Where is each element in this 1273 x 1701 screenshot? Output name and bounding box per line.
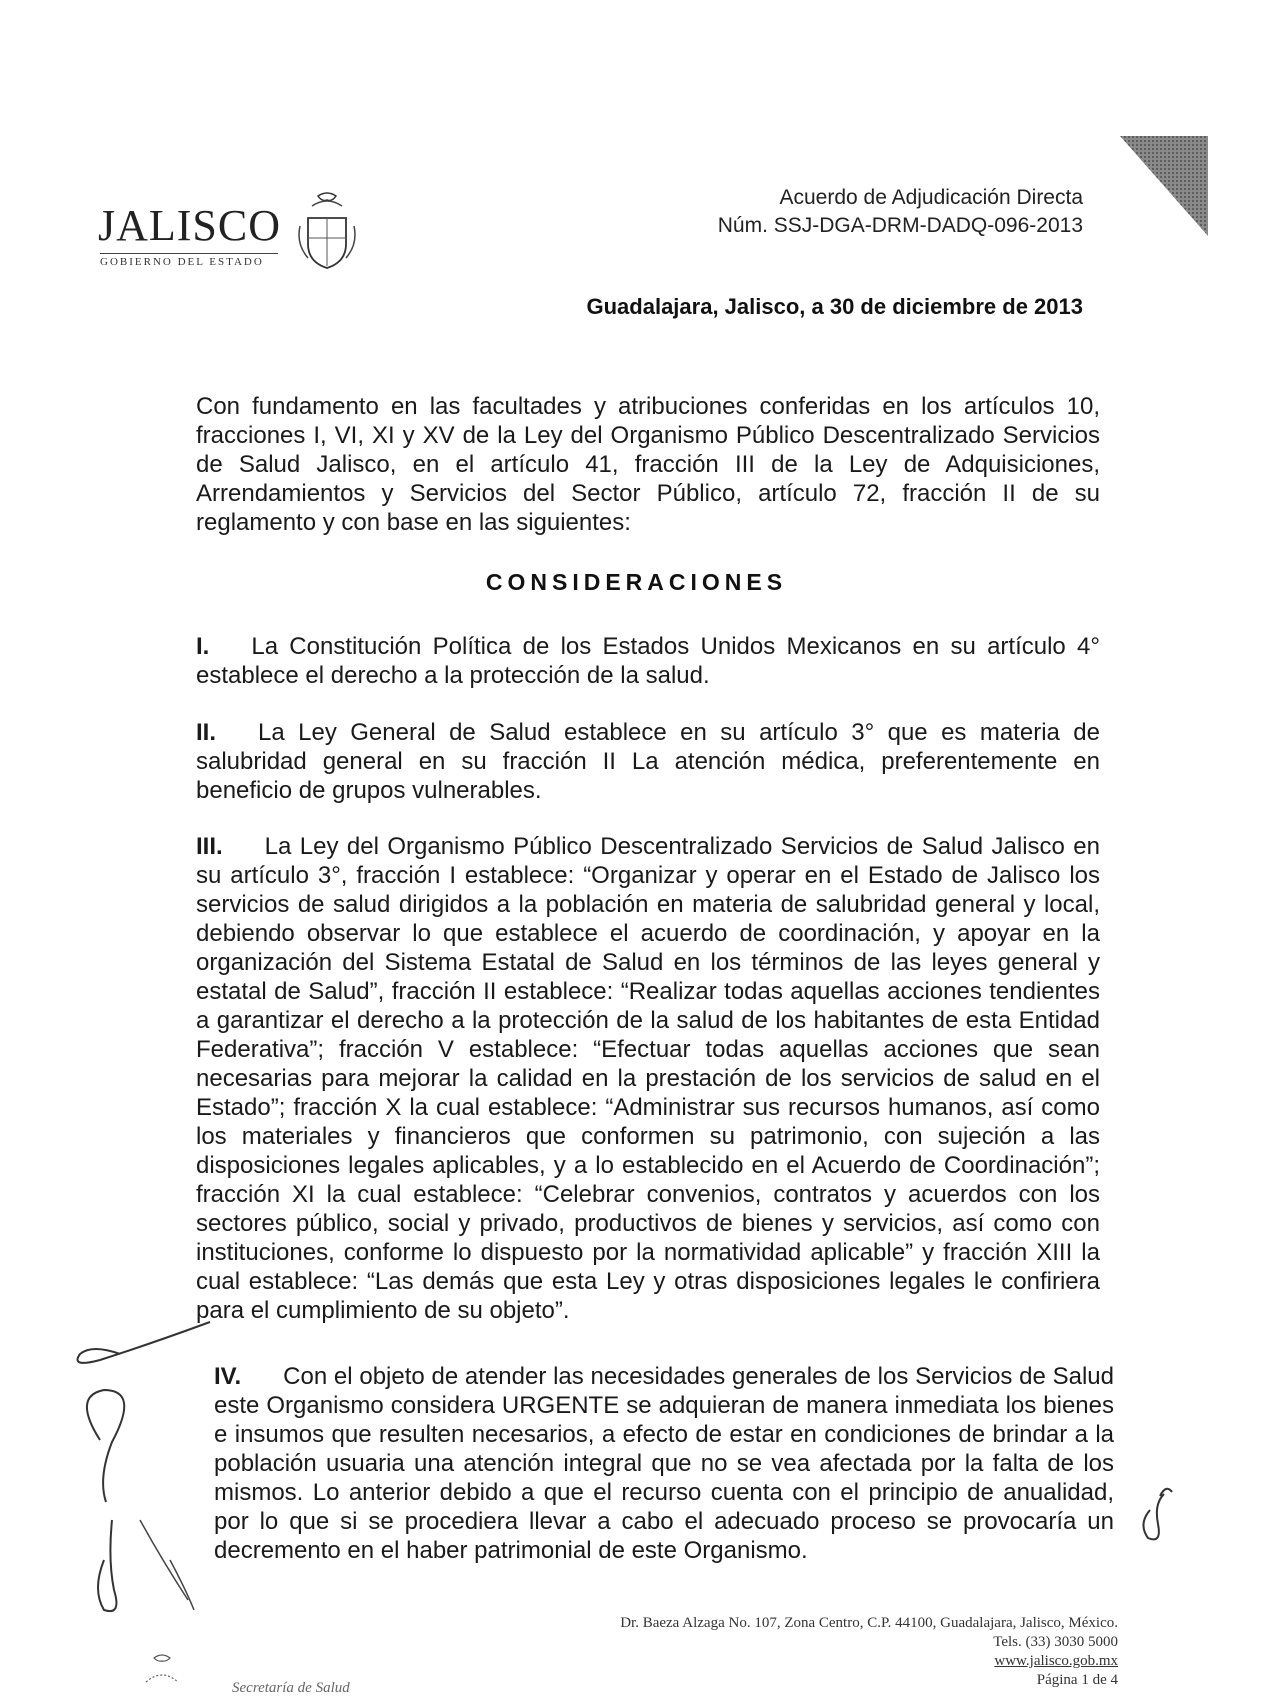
consideration-number: IV.: [214, 1363, 242, 1390]
secretaria-crest-icon: [140, 1652, 184, 1698]
footer-page: Página 1 de 4: [1036, 1672, 1118, 1688]
considerations-heading: CONSIDERACIONES: [485, 569, 788, 595]
state-crest-icon: [296, 190, 358, 274]
consideration-number: II.: [196, 719, 217, 746]
consideration-text: Con el objeto de atender las necesidades generales de los Servicios de Salud este Organismo considera URGENTE se adquieran de manera inmediata los bienes e insumos que resulten necesarios, a efecto de estar en condiciones de brindar a la población usuaria una atención integral que no se vea afectada por la falta de los mismos. Lo anterior debido a que el recurso cuenta con el principio de anualidad, por lo que si se procediera llevar a cabo el adecuado proceso se provocaría un decremento en el haber patrimonial de este Organismo.: [214, 1363, 1114, 1564]
consideration-text: La Constitución Política de los Estados Unidos Mexicanos en su artículo 4° establece el derecho a la protección de la salud.: [196, 633, 1100, 689]
consideration-item: [196, 718, 1100, 805]
consideration-item: [196, 832, 1100, 1325]
consideration-text: La Ley del Organismo Público Descentralizado Servicios de Salud Jalisco en su artículo 3°, fracción I establece: “Organizar y operar en el Estado de Jalisco los servicios de salud dirigidos a la población en materia de salubridad general y local, debiendo observar lo que establece el acuerdo de coordinación, y apoyar en la organización del Sistema Estatal de Salud en los términos de las leyes general y estatal de Salud”, fracción II establece: “Realizar todas aquellas acciones tendientes a garantizar el derecho a la protección de la salud de los habitantes de esta Entidad Federativa”; fracción V establece: “Efectuar todas aquellas acciones que sean necesarias para mejorar la calidad en la prestación de los servicios de salud en el Estado”; fracción X la cual establece: “Administrar sus recursos humanos, así como los materiales y financieros que conformen su patrimonio, con sujeción a las disposiciones legales aplicables, y a lo establecido en el Acuerdo de Coordinación”; fracción XI la cual establece: “Celebrar convenios, contratos y acuerdos con los sectores público, social y privado, productivos de bienes y servicios, así como con instituciones, conforme lo dispuesto por la normatividad aplicable” y fracción XIII la cual establece: “Las demás que esta Ley y otras disposiciones legales le confiriera para el cumplimiento de su objeto”.: [196, 833, 1100, 1324]
jalisco-logo: [98, 190, 368, 280]
intro-paragraph: Con fundamento en las facultades y atribuciones conferidas en los artículos 10, fracciones I, VI, XI y XV de la Ley del Organismo Público Descentralizado Servicios de Salud Jalisco, en el artículo 41, fracción III de la Ley de Adquisiciones, Arrendamientos y Servicios del Sector Público, artículo 72, fracción II de su reglamento y con base en las siguientes:: [196, 393, 1100, 536]
consideration-number: I.: [196, 633, 210, 660]
consideration-number: III.: [196, 833, 223, 860]
logo-wordmark: JALISCO: [98, 201, 282, 250]
agreement-number: Núm. SSJ-DGA-DRM-DADQ-096-2013: [717, 214, 1083, 237]
logo-rule: [100, 253, 278, 254]
footer-address: Dr. Baeza Alzaga No. 107, Zona Centro, C.P. 44100, Guadalajara, Jalisco, México.: [620, 1615, 1118, 1631]
corner-mark-icon: [1120, 136, 1208, 236]
date-line: Guadalajara, Jalisco, a 30 de diciembre de 2013: [586, 294, 1083, 319]
footer: [620, 1614, 1118, 1690]
consideration-text: La Ley General de Salud establece en su artículo 3° que es materia de salubridad general en su fracción II La atención médica, preferentemente en beneficio de grupos vulnerables.: [196, 719, 1100, 804]
consideration-item: [214, 1362, 1114, 1565]
agreement-header: [718, 184, 1083, 240]
logo-subtitle: GOBIERNO DEL ESTADO: [100, 256, 264, 268]
footer-phone: Tels. (33) 3030 5000: [993, 1634, 1118, 1650]
consideration-item: [196, 632, 1100, 690]
agreement-title: Acuerdo de Adjudicación Directa: [779, 186, 1083, 209]
footer-website-link[interactable]: www.jalisco.gob.mx: [994, 1653, 1118, 1669]
secretaria-label: Secretaría de Salud: [232, 1680, 350, 1696]
